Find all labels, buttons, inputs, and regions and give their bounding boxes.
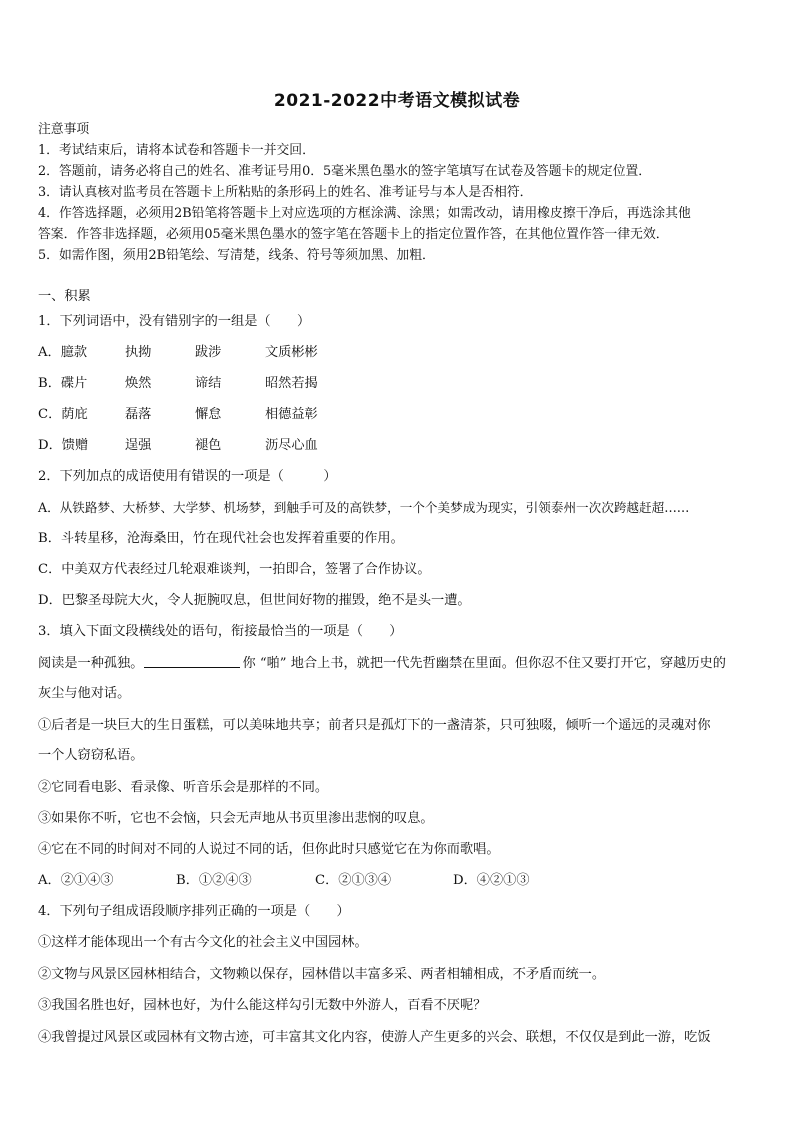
q1-c-word-4: 相德益彰 <box>265 407 318 422</box>
notice-item-3: 3．请认真核对监考员在答题卡上所粘贴的条形码上的姓名、准考证号与本人是否相符． <box>38 185 533 200</box>
q3-blank <box>144 653 240 668</box>
q1-c-word-3: 懈怠 <box>195 407 222 422</box>
q3-choice-d: D．④②①③ <box>453 873 530 888</box>
q3-sentence-3: ③如果你不听，它也不会恼，只会无声地从书页里渗出悲悯的叹息。 <box>38 811 434 826</box>
notice-item-4-cont: 答案．作答非选择题，必须用05毫米黑色墨水的签字笔在答题卡上的指定位置作答，在其他位置作答一律无效． <box>38 227 669 242</box>
notice-item-2: 2．答题前，请务必将自己的姓名、准考证号用0．5毫米黑色墨水的签字笔填写在试卷及答题卡的规定位置． <box>38 164 652 179</box>
q1-d-word-3: 褪色 <box>195 438 222 453</box>
q3-choice-c: C．②①③④ <box>315 873 392 888</box>
q2-option-d: D．巴黎圣母院大火，令人扼腕叹息，但世间好物的摧毁，绝不是头一遭。 <box>38 593 471 608</box>
q3-sentence-4: ④它在不同的时间对不同的人说过不同的话，但你此时只感觉它在为你而歌唱。 <box>38 842 500 857</box>
q4-sentence-3: ③我国名胜也好，园林也好，为什么能这样勾引无数中外游人，百看不厌呢？ <box>38 998 487 1013</box>
notice-item-5: 5．如需作图，须用2B铅笔绘、写清楚，线条、符号等须加黑、加粗． <box>38 248 435 263</box>
q4-sentence-1: ①这样才能体现出一个有古今文化的社会主义中国园林。 <box>38 935 368 950</box>
q4-sentence-4: ④我曾提过风景区或园林有文物古迹，可丰富其文化内容，使游人产生更多的兴会、联想，不仅仅是到此一游，吃饭 <box>38 1030 711 1045</box>
q3-passage-line-2: 灰尘与他对话。 <box>38 686 131 701</box>
q1-b-word-1: B．碟片 <box>38 376 88 391</box>
q1-d-word-4: 沥尽心血 <box>265 438 318 453</box>
q1-b-word-2: 焕然 <box>125 376 152 391</box>
q1-a-word-3: 跋涉 <box>195 345 222 360</box>
q3-sentence-1-cont: 一个人窃窃私语。 <box>38 748 144 763</box>
q3-passage-rest: 你 “啪” 地合上书，就把一代先哲幽禁在里面。但你忍不住又要打开它，穿越历史的 <box>242 656 726 671</box>
q2-option-c: C．中美双方代表经过几轮艰难谈判，一拍即合，签署了合作协议。 <box>38 562 431 577</box>
q1-b-word-4: 昭然若揭 <box>265 376 318 391</box>
q1-c-word-1: C．荫庇 <box>38 407 88 422</box>
q3-passage-start: 阅读是一种孤独。 <box>38 656 144 671</box>
q3-sentence-1: ①后者是一块巨大的生日蛋糕，可以美味地共享；前者只是孤灯下的一盏清茶，只可独啜，倾听一个遥远的灵魂对你 <box>38 718 711 733</box>
q4-stem: 4．下列句子组成语段顺序排列正确的一项是（ ） <box>38 904 350 919</box>
q2-stem: 2．下列加点的成语使用有错误的一项是（ ） <box>38 469 337 484</box>
q3-sentence-2: ②它同看电影、看录像、听音乐会是那样的不同。 <box>38 780 329 795</box>
notice-item-1: 1．考试结束后，请将本试卷和答题卡一并交回． <box>38 143 315 158</box>
q1-c-word-2: 磊落 <box>125 407 152 422</box>
q3-stem: 3．填入下面文段横线处的语句，衔接最恰当的一项是（ ） <box>38 624 403 639</box>
q1-stem: 1．下列词语中，没有错别字的一组是（ ） <box>38 314 311 329</box>
q1-a-word-1: A．臆款 <box>38 345 88 360</box>
q1-a-word-2: 执拗 <box>125 345 152 360</box>
q2-option-a: A．从铁路梦、大桥梦、大学梦、机场梦，到触手可及的高铁梦，一个个美梦成为现实，引领泰州一次次跨越赶超…… <box>38 500 690 515</box>
q3-choice-b: B．①②④③ <box>176 873 252 888</box>
q1-b-word-3: 谛结 <box>195 376 222 391</box>
q1-d-word-1: D．馈赠 <box>38 438 89 453</box>
q4-sentence-2: ②文物与风景区园林相结合，文物赖以保存，园林借以丰富多采、两者相辅相成，不矛盾而统一。 <box>38 967 606 982</box>
q1-d-word-2: 逞强 <box>125 438 152 453</box>
page-title: 2021-2022中考语文模拟试卷 <box>273 91 521 111</box>
notice-heading: 注意事项 <box>38 122 90 137</box>
notice-item-4: 4．作答选择题，必须用2B铅笔将答题卡上对应选项的方框涂满、涂黑；如需改动，请用橡皮擦干净后，再选涂其他 <box>38 206 691 221</box>
section-heading: 一、积累 <box>38 289 91 304</box>
q2-option-b: B．斗转星移，沧海桑田，竹在现代社会也发挥着重要的作用。 <box>38 531 404 546</box>
q3-choice-a: A．②①④③ <box>38 873 114 888</box>
q1-a-word-4: 文质彬彬 <box>265 345 318 360</box>
q3-passage-line-1 <box>38 653 726 674</box>
